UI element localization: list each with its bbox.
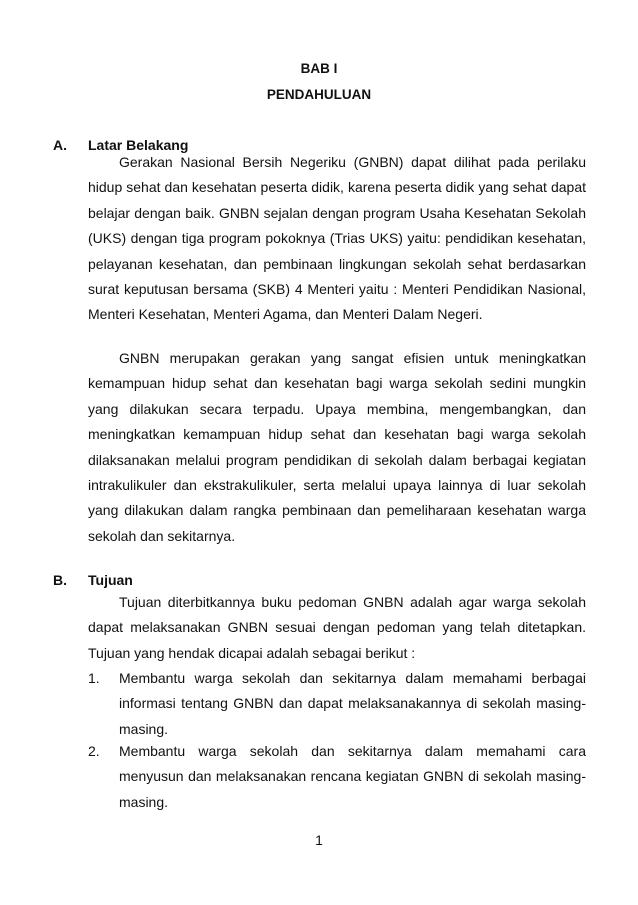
list-item-2-number: 2. — [88, 743, 100, 759]
section-b-paragraph-1: Tujuan diterbitkannya buku pedoman GNBN adalah agar warga sekolah dapat melaksanakan GNBN sesuai dengan pedoman yang telah ditetapkan. Tujuan yang hendak dicapai adalah sebagai berikut : — [88, 594, 586, 661]
section-b-number: B. — [53, 572, 67, 588]
section-a-paragraph-1: Gerakan Nasional Bersih Negeriku (GNBN) dapat dilihat pada perilaku hidup sehat dan kesehatan peserta didik, karena peserta didik yang sehat dapat belajar dengan baik. GNBN sejalan dengan program Usaha Kesehatan Sekolah (UKS) dengan tiga program pokoknya (Trias UKS) yaitu: pendidikan kesehatan, pelayanan kesehatan, dan pembinaan lingkungan sekolah sehat berdasarkan surat keputusan bersama (SKB) 4 Menteri yaitu : Menteri Pendidikan Nasional, Menteri Kesehatan, Menteri Agama, dan Menteri Dalam Negeri. — [88, 154, 586, 323]
section-a-paragraph-2: GNBN merupakan gerakan yang sangat efisien untuk meningkatkan kemampuan hidup sehat dan kesehatan bagi warga sekolah sedini mungkin yang dilakukan secara terpadu. Upaya membina, mengembangkan, dan meningkatkan kemampuan hidup sehat dan kesehatan bagi warga sekolah dilaksanakan melalui program pendidikan di sekolah dalam berbagai kegiatan intrakulikuler dan ekstrakulikuler, serta melalui upaya lainnya di luar sekolah yang dilakukan dalam rangka pembinaan dan pemeliharaan kesehatan warga sekolah dan sekitarnya. — [88, 350, 586, 544]
section-a-number: A. — [53, 137, 67, 153]
chapter-title: PENDAHULUAN — [266, 87, 372, 102]
page-number: 1 — [315, 832, 323, 848]
section-b-title: Tujuan — [88, 572, 133, 588]
list-item-1-text: Membantu warga sekolah dan sekitarnya dalam memahami berbagai informasi tentang GNBN dan dapat melaksanakannya di sekolah masing-masing. — [119, 670, 586, 737]
list-item-2-text: Membantu warga sekolah dan sekitarnya dalam memahami cara menyusun dan melaksanakan rencana kegiatan GNBN di sekolah masing-masing. — [119, 743, 586, 810]
section-a-title: Latar Belakang — [88, 137, 189, 153]
list-item-1-number: 1. — [88, 670, 100, 686]
chapter-label: BAB I — [300, 61, 338, 76]
